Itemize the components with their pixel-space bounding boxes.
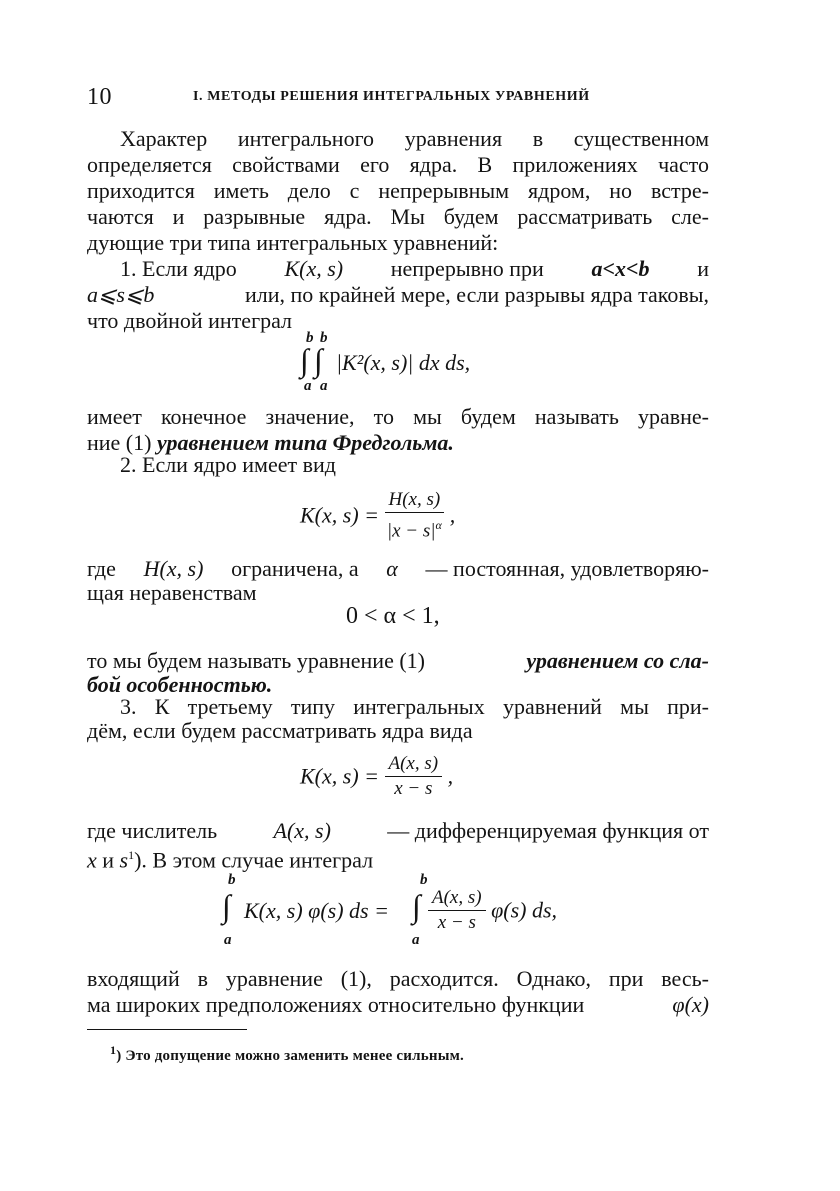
- inequality-formula: 0 < α < 1,: [346, 603, 440, 629]
- fraction: $\frac{H(x, s)}{|x - s|^\alpha}$: [385, 488, 445, 543]
- text-line: ма широких предположениях относительно функции φ(x): [87, 992, 709, 1017]
- term-fredholm: уравнением типа Фредгольма.: [156, 430, 454, 455]
- text-line: определяется свойствами его ядра. В приложениях часто: [87, 152, 709, 177]
- text-line: 3. К третьему типу интегральных уравнений мы при-: [120, 694, 709, 719]
- footnote-rule: [87, 1029, 247, 1030]
- page-number: 10: [87, 84, 112, 110]
- text-line: что двойной интеграл: [87, 308, 293, 333]
- kernel-formula-weak: K(x, s) = $\frac{H(x, s)}{|x - s|^\alpha}$ ,: [300, 489, 456, 542]
- text-line: то мы будем называть уравнение (1) уравнением со сла-: [87, 648, 709, 673]
- fraction: $\frac{A(x, s)}{x - s}$: [385, 752, 443, 801]
- footnote: $^1$) Это допущение можно заменить менее сильным.: [110, 1043, 464, 1064]
- text-line: x и $s^1$). В этом случае интеграл: [87, 847, 374, 873]
- text-line: щая неравенствам: [87, 580, 257, 605]
- term-weak-singularity: бой особенностью.: [87, 672, 273, 697]
- text-line: 1. Если ядро K(x, s) непрерывно при a<x<b и: [120, 256, 709, 281]
- kernel-formula-cauchy: K(x, s) = $\frac{A(x, s)}{x - s}$ ,: [300, 753, 454, 799]
- integral-sign: ∫: [314, 342, 323, 378]
- text-line: a⩽s⩽b или, по крайней мере, если разрывы ядра таковы,: [87, 282, 709, 307]
- text-line: чаются и разрывные ядра. Мы будем рассматривать сле-: [87, 204, 709, 229]
- text-line: где числитель A(x, s) — дифференцируемая функция от: [87, 818, 709, 843]
- text-line: где H(x, s) ограничена, а α — постоянная, удовлетворяю-: [87, 556, 709, 581]
- integral-sign: ∫: [300, 342, 309, 378]
- text-line: Характер интегрального уравнения в существенном: [120, 126, 709, 151]
- double-integral-formula: b b ∫ ∫ a a |K²(x, s)| dx ds,: [300, 330, 471, 394]
- text-line: дём, если будем рассматривать ядра вида: [87, 718, 473, 743]
- text-line: 2. Если ядро имеет вид: [120, 452, 336, 477]
- text-line: ние (1) уравнением типа Фредгольма.: [87, 430, 454, 455]
- text-line: имеет конечное значение, то мы будем называть уравне-: [87, 404, 709, 429]
- integral-sign: ∫: [222, 888, 231, 924]
- fraction: $\frac{A(x, s)}{x - s}$: [428, 886, 486, 935]
- text-line: приходится иметь дело с непрерывным ядром, но встре-: [87, 178, 709, 203]
- integral-sign: ∫: [412, 888, 421, 924]
- singular-integral-formula: b ∫ a K(x, s) φ(s) ds = b ∫ a $\frac{A(x, s)}{x - s}$ φ(s) ds,: [222, 872, 558, 948]
- running-title: I. МЕТОДЫ РЕШЕНИЯ ИНТЕГРАЛЬНЫХ УРАВНЕНИЙ: [193, 89, 590, 104]
- text-line: дующие три типа интегральных уравнений:: [87, 230, 499, 255]
- text-line: входящий в уравнение (1), расходится. Однако, при весь-: [87, 966, 709, 991]
